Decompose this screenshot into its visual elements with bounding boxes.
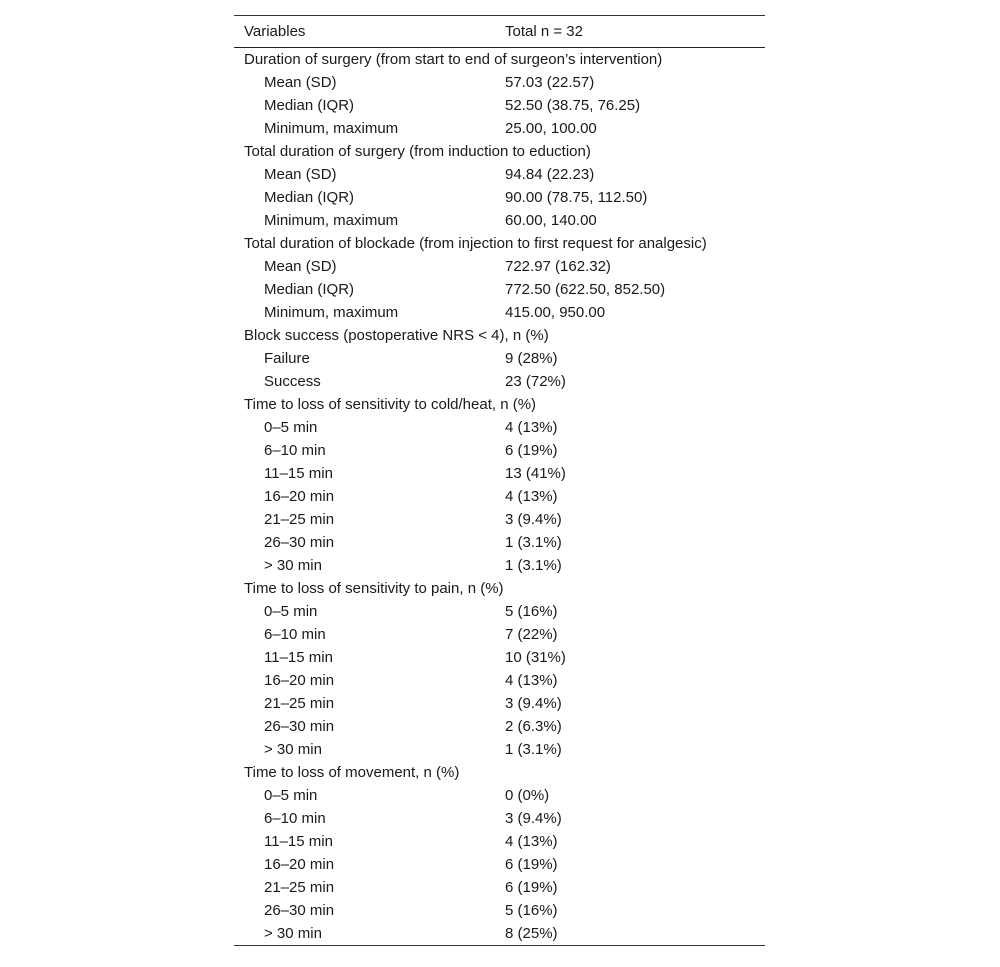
table-header-row: [234, 16, 765, 47]
row-label: Failure: [264, 350, 310, 367]
row-label: 0–5 min: [264, 419, 318, 436]
row-label: Median (IQR): [264, 189, 355, 206]
row-value: 25.00, 100.00: [505, 120, 597, 137]
row-label: 16–20 min: [264, 488, 335, 505]
row-value: 1 (3.1%): [505, 534, 562, 551]
row-label: 6–10 min: [264, 442, 326, 459]
row-value: 3 (9.4%): [505, 511, 562, 528]
row-label: 21–25 min: [264, 511, 335, 528]
group-row: [234, 577, 765, 600]
row-label: 11–15 min: [264, 465, 333, 482]
table-row: [234, 715, 765, 738]
row-label: Median (IQR): [264, 97, 355, 114]
table-bottom-rule: [234, 945, 765, 946]
row-label: 21–25 min: [264, 695, 335, 712]
row-value: 4 (13%): [505, 419, 558, 436]
table-row: [234, 876, 765, 899]
row-label: 6–10 min: [264, 810, 326, 827]
table-row: [234, 554, 765, 577]
group-title: Duration of surgery (from start to end of surgeon’s intervention): [244, 51, 663, 68]
table-row: [234, 301, 765, 324]
table-row: [234, 439, 765, 462]
row-label: 0–5 min: [264, 787, 318, 804]
row-label: 16–20 min: [264, 672, 335, 689]
row-value: 6 (19%): [505, 879, 558, 896]
group-row: [234, 48, 765, 71]
row-value: 6 (19%): [505, 442, 558, 459]
row-value: 52.50 (38.75, 76.25): [505, 97, 641, 114]
table-row: [234, 163, 765, 186]
table-row: [234, 899, 765, 922]
header-total: Total n = 32: [505, 23, 583, 40]
group-row: [234, 324, 765, 347]
row-label: Minimum, maximum: [264, 120, 399, 137]
table-row: [234, 209, 765, 232]
group-title: Total duration of blockade (from injection to first request for analgesic): [244, 235, 707, 252]
table-body: [234, 48, 765, 945]
row-value: 3 (9.4%): [505, 810, 562, 827]
row-value: 13 (41%): [505, 465, 566, 482]
row-label: Mean (SD): [264, 166, 337, 183]
group-row: [234, 140, 765, 163]
row-label: 11–15 min: [264, 833, 333, 850]
results-table: [234, 15, 765, 946]
row-value: 4 (13%): [505, 833, 558, 850]
row-label: Minimum, maximum: [264, 304, 399, 321]
row-value: 57.03 (22.57): [505, 74, 595, 91]
row-label: Mean (SD): [264, 74, 337, 91]
group-title: Total duration of surgery (from induction to eduction): [244, 143, 591, 160]
row-value: 1 (3.1%): [505, 557, 562, 574]
table-row: [234, 830, 765, 853]
row-label: Median (IQR): [264, 281, 355, 298]
table-row: [234, 508, 765, 531]
table-row: [234, 278, 765, 301]
group-title: Time to loss of sensitivity to cold/heat, n (%): [244, 396, 537, 413]
table-row: [234, 416, 765, 439]
table-row: [234, 807, 765, 830]
row-value: 772.50 (622.50, 852.50): [505, 281, 666, 298]
table-row: [234, 462, 765, 485]
group-row: [234, 393, 765, 416]
table-row: [234, 600, 765, 623]
row-label: 21–25 min: [264, 879, 335, 896]
row-value: 722.97 (162.32): [505, 258, 611, 275]
row-label: 16–20 min: [264, 856, 335, 873]
row-value: 8 (25%): [505, 925, 558, 942]
table-row: [234, 922, 765, 945]
row-value: 94.84 (22.23): [505, 166, 595, 183]
row-value: 90.00 (78.75, 112.50): [505, 189, 648, 206]
table-row: [234, 646, 765, 669]
header-variables: Variables: [244, 23, 306, 40]
row-value: 3 (9.4%): [505, 695, 562, 712]
row-label: Minimum, maximum: [264, 212, 399, 229]
row-value: 6 (19%): [505, 856, 558, 873]
row-value: 5 (16%): [505, 603, 558, 620]
row-label: Success: [264, 373, 321, 390]
group-title: Time to loss of sensitivity to pain, n (%): [244, 580, 504, 597]
group-row: [234, 232, 765, 255]
table-row: [234, 71, 765, 94]
row-value: 23 (72%): [505, 373, 566, 390]
row-label: > 30 min: [264, 741, 322, 758]
row-label: 26–30 min: [264, 718, 335, 735]
row-value: 7 (22%): [505, 626, 558, 643]
row-label: Mean (SD): [264, 258, 337, 275]
row-label: > 30 min: [264, 925, 322, 942]
row-value: 5 (16%): [505, 902, 558, 919]
table-row: [234, 347, 765, 370]
row-label: > 30 min: [264, 557, 322, 574]
table-row: [234, 94, 765, 117]
group-title: Time to loss of movement, n (%): [244, 764, 460, 781]
row-value: 2 (6.3%): [505, 718, 562, 735]
row-value: 60.00, 140.00: [505, 212, 597, 229]
row-value: 415.00, 950.00: [505, 304, 606, 321]
row-value: 4 (13%): [505, 672, 558, 689]
group-title: Block success (postoperative NRS < 4), n (%): [244, 327, 549, 344]
table-row: [234, 186, 765, 209]
table-row: [234, 255, 765, 278]
row-value: 4 (13%): [505, 488, 558, 505]
table-row: [234, 117, 765, 140]
row-value: 9 (28%): [505, 350, 558, 367]
row-value: 1 (3.1%): [505, 741, 562, 758]
row-label: 6–10 min: [264, 626, 326, 643]
table-row: [234, 738, 765, 761]
row-label: 26–30 min: [264, 534, 335, 551]
table-row: [234, 784, 765, 807]
table-row: [234, 531, 765, 554]
group-row: [234, 761, 765, 784]
row-label: 26–30 min: [264, 902, 335, 919]
table-row: [234, 669, 765, 692]
row-value: 10 (31%): [505, 649, 566, 666]
row-label: 0–5 min: [264, 603, 318, 620]
table-row: [234, 623, 765, 646]
row-label: 11–15 min: [264, 649, 333, 666]
table-row: [234, 485, 765, 508]
row-value: 0 (0%): [505, 787, 550, 804]
table-row: [234, 370, 765, 393]
table-row: [234, 853, 765, 876]
table-row: [234, 692, 765, 715]
